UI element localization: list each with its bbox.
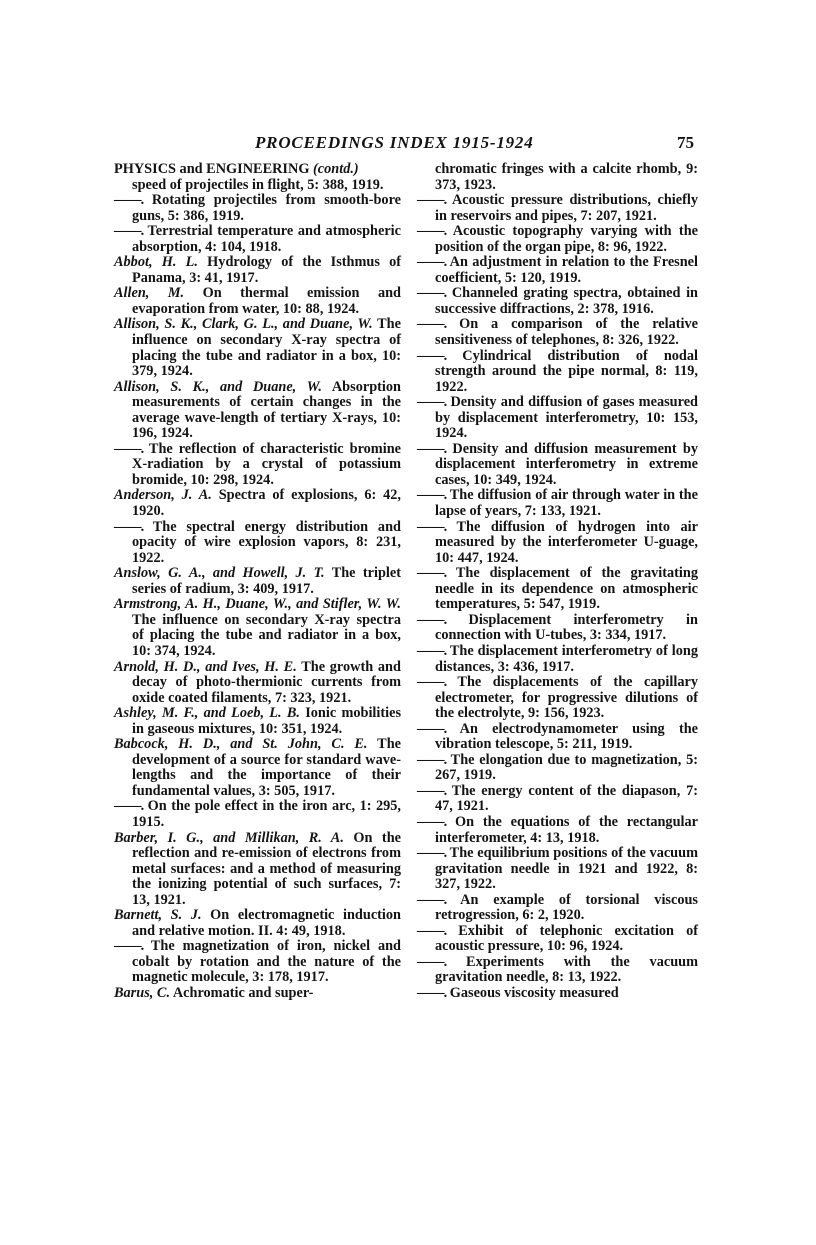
entry-author: ——. bbox=[417, 891, 447, 908]
entry-text: chromatic fringes with a calcite rhomb, 9: 373, 1923. bbox=[435, 161, 698, 193]
entry-author: Ashley, M. F., and Loeb, L. B. bbox=[114, 705, 300, 722]
entry-author: ——. bbox=[417, 440, 447, 457]
index-entry bbox=[417, 722, 698, 753]
entry-text: Exhibit of telephonic excitation of acoustic pressure, 10: 96, 1924. bbox=[435, 922, 698, 955]
index-entry bbox=[417, 784, 698, 815]
index-entry bbox=[114, 566, 401, 597]
entry-text: Acoustic pressure distributions, chiefly in reservoirs and pipes, 7: 207, 1921. bbox=[435, 192, 698, 224]
entry-author: ——. bbox=[417, 223, 447, 240]
index-entry bbox=[417, 644, 698, 675]
page-number: 75 bbox=[677, 133, 694, 152]
entry-text: The influence on secondary X-ray spectra of placing the tube and radiator in a box, 10: 379, 1924. bbox=[132, 316, 401, 380]
right-column bbox=[417, 162, 698, 1002]
entry-author: ——. bbox=[417, 285, 447, 302]
entry-text: The spectral energy distribution and opacity of wire explosion vapors, 8: 231, 1922. bbox=[132, 518, 401, 566]
entry-author: ——. bbox=[417, 922, 447, 939]
index-entry bbox=[114, 737, 401, 799]
entry-text: Experiments with the vacuum gravitation needle, 8: 13, 1922. bbox=[435, 953, 698, 986]
index-entry bbox=[114, 224, 401, 255]
index-entry bbox=[417, 924, 698, 955]
entry-text: The diffusion of hydrogen into air measured by the interferometer U-guage, 10: 447, 1924. bbox=[435, 518, 698, 566]
section-heading-contd: (contd.) bbox=[313, 161, 359, 177]
entry-author: Abbot, H. L. bbox=[114, 254, 198, 271]
entry-author: Babcock, H. D., and St. John, C. E. bbox=[114, 736, 368, 753]
index-entry bbox=[417, 815, 698, 846]
index-entry bbox=[114, 939, 401, 986]
entry-text: Gaseous viscosity measured bbox=[449, 984, 619, 1001]
index-entry bbox=[417, 488, 698, 519]
entry-text: On the equations of the rectangular interferometer, 4: 13, 1918. bbox=[435, 813, 699, 846]
index-entry bbox=[417, 255, 698, 286]
index-entry bbox=[417, 955, 698, 986]
entry-author: ——. bbox=[417, 720, 447, 737]
entry-text: An adjustment in relation to the Fresnel coefficient, 5: 120, 1919. bbox=[435, 254, 698, 286]
section-heading-title: PHYSICS and ENGINEERING bbox=[114, 161, 310, 177]
entry-author: ——. bbox=[417, 347, 447, 364]
index-entry bbox=[114, 317, 401, 379]
index-entry bbox=[114, 380, 401, 442]
index-entry bbox=[417, 442, 698, 489]
index-entry bbox=[417, 675, 698, 722]
entry-text: Terrestrial temperature and atmospheric absorption, 4: 104, 1918. bbox=[132, 223, 401, 255]
entry-author: ——. bbox=[114, 518, 144, 535]
entry-text: An electrodynamometer using the vibration telescope, 5: 211, 1919. bbox=[435, 720, 698, 753]
entry-text: Achromatic and super- bbox=[172, 984, 314, 1001]
entry-text: The equilibrium positions of the vacuum gravitation needle in 1921 and 1922, 8: 327, 1922. bbox=[435, 845, 698, 893]
entry-text: The displacement interferometry of long distances, 3: 436, 1917. bbox=[435, 642, 698, 675]
index-entry bbox=[114, 908, 401, 939]
entry-text: Density and diffusion measurement by displacement interferometry in extreme cases, 10: 349, 1924. bbox=[435, 440, 698, 488]
entry-text: The elongation due to magnetization, 5: 267, 1919. bbox=[435, 751, 698, 784]
entry-author: Anderson, J. A. bbox=[114, 487, 212, 504]
index-entry bbox=[114, 520, 401, 567]
entry-text: On the reflection and re-emission of electrons from metal surfaces: and a method of measuring the ionizing potential of such surfaces, 7: 13, 1921. bbox=[132, 829, 401, 908]
entry-text: Density and diffusion of gases measured by displacement interferometry, 10: 153, 1924. bbox=[435, 394, 698, 442]
entry-text: The influence on secondary X-ray spectra of placing the tube and radiator in a box, 10: 374, 1924. bbox=[132, 611, 401, 659]
entry-author: ——. bbox=[417, 254, 447, 271]
entry-author: Barber, I. G., and Millikan, R. A. bbox=[114, 829, 344, 846]
entry-author: ——. bbox=[114, 223, 144, 240]
left-column bbox=[114, 162, 401, 1002]
page-header bbox=[0, 133, 816, 157]
entry-text: Cylindrical distribution of nodal strength around the pipe normal, 8: 119, 1922. bbox=[435, 347, 698, 395]
index-entry bbox=[114, 442, 401, 489]
entry-author: ——. bbox=[417, 845, 447, 862]
index-entry bbox=[114, 597, 401, 659]
entry-author: ——. bbox=[417, 487, 447, 504]
index-entry bbox=[417, 193, 698, 224]
index-entry bbox=[114, 193, 401, 224]
entry-text: Ionic mobilities in gaseous mixtures, 10: 351, 1924. bbox=[132, 705, 402, 737]
entry-author: Barus, C. bbox=[114, 984, 171, 1001]
index-entry bbox=[114, 706, 401, 737]
entry-text: The diffusion of air through water in the lapse of years, 7: 133, 1921. bbox=[435, 487, 698, 520]
entry-author: Barnett, S. J. bbox=[114, 907, 202, 924]
entry-text: The energy content of the diapason, 7: 47, 1921. bbox=[435, 782, 698, 815]
running-title: PROCEEDINGS INDEX 1915-1924 bbox=[255, 133, 534, 152]
entry-author: ——. bbox=[417, 813, 447, 830]
index-entry bbox=[417, 395, 698, 442]
entry-author: ——. bbox=[114, 798, 144, 815]
entry-author: ——. bbox=[417, 565, 447, 582]
entry-text: On electromagnetic induction and relative motion. II. 4: 49, 1918. bbox=[132, 907, 402, 939]
index-entry bbox=[417, 520, 698, 567]
entry-text: Acoustic topography varying with the position of the organ pipe, 8: 96, 1922. bbox=[435, 223, 698, 255]
entry-author: Allison, S. K., and Duane, W. bbox=[114, 378, 322, 395]
entry-text: The displacements of the capillary electrometer, for progressive dilutions of the electrolyte, 9: 156, 1923. bbox=[435, 674, 698, 722]
entry-text: The growth and decay of photo-thermionic currents from oxide coated filaments, 7: 323, 1921. bbox=[132, 658, 401, 706]
entry-author: Arnold, H. D., and Ives, H. E. bbox=[114, 658, 297, 675]
entry-author: Anslow, G. A., and Howell, J. T. bbox=[114, 565, 325, 582]
index-entry bbox=[417, 317, 698, 348]
entry-text: Hydrology of the Isthmus of Panama, 3: 41, 1917. bbox=[132, 254, 402, 286]
index-entry bbox=[114, 178, 401, 194]
entry-author: ——. bbox=[417, 642, 447, 659]
entry-text: The reflection of characteristic bromine X-radiation by a crystal of potassium bromide, 10: 298, 1924. bbox=[132, 440, 401, 488]
index-entry bbox=[417, 162, 698, 193]
index-entry bbox=[114, 799, 401, 830]
entry-author: ——. bbox=[417, 984, 447, 1001]
index-entry bbox=[114, 986, 401, 1002]
section-heading bbox=[114, 162, 401, 178]
entry-text: Absorption measurements of certain changes in the average wave-length of tertiary X-rays, 10: 196, 1924. bbox=[132, 378, 401, 442]
entry-author: ——. bbox=[417, 611, 447, 628]
index-entry bbox=[114, 831, 401, 909]
entry-text: speed of projectiles in flight, 5: 388, 1919. bbox=[132, 176, 384, 193]
entry-author: ——. bbox=[114, 938, 144, 955]
entry-author: ——. bbox=[417, 394, 447, 411]
entry-author: ——. bbox=[417, 192, 447, 209]
entry-text: The magnetization of iron, nickel and cobalt by rotation and the nature of the magnetic molecule, 3: 178, 1917. bbox=[132, 938, 401, 986]
entry-text: Channeled grating spectra, obtained in successive diffractions, 2: 378, 1916. bbox=[435, 285, 699, 317]
entry-author: ——. bbox=[417, 782, 447, 799]
index-entry bbox=[417, 349, 698, 396]
entry-text: On a comparison of the relative sensitiveness of telephones, 8: 326, 1922. bbox=[435, 316, 699, 349]
entry-text: The development of a source for standard wave-lengths and the importance of their fundamental values, 3: 505, 1917. bbox=[132, 736, 401, 799]
index-entry bbox=[417, 753, 698, 784]
entry-author: Allen, M. bbox=[114, 285, 185, 302]
index-entry bbox=[417, 286, 698, 317]
entry-text: Rotating projectiles from smooth-bore guns, 5: 386, 1919. bbox=[132, 192, 401, 224]
index-entry bbox=[417, 224, 698, 255]
entry-text: The triplet series of radium, 3: 409, 1917. bbox=[132, 565, 401, 597]
index-entry bbox=[114, 660, 401, 707]
entry-author: Armstrong, A. H., Duane, W., and Stifler, W. W. bbox=[114, 596, 401, 613]
entry-author: Allison, S. K., Clark, G. L., and Duane, W. bbox=[114, 316, 373, 333]
entry-text: Displacement interferometry in connection with U-tubes, 3: 334, 1917. bbox=[435, 611, 698, 644]
index-entry bbox=[417, 566, 698, 613]
entry-text: Spectra of explosions, 6: 42, 1920. bbox=[132, 487, 402, 520]
index-entry bbox=[114, 488, 401, 519]
index-entry bbox=[417, 986, 698, 1002]
entry-author: ——. bbox=[417, 674, 447, 691]
entry-text: An example of torsional viscous retrogression, 6: 2, 1920. bbox=[435, 891, 698, 924]
index-entry bbox=[417, 613, 698, 644]
entry-author: ——. bbox=[417, 518, 447, 535]
entry-text: The displacement of the gravitating needle in its dependence on atmospheric temperatures, 5: 547, 1919. bbox=[435, 565, 698, 613]
index-entry bbox=[114, 255, 401, 286]
index-entry bbox=[417, 893, 698, 924]
index-entry bbox=[417, 846, 698, 893]
entry-text: On thermal emission and evaporation from water, 10: 88, 1924. bbox=[132, 285, 401, 317]
entry-author: ——. bbox=[417, 751, 447, 768]
entry-author: ——. bbox=[417, 316, 447, 333]
entry-author: ——. bbox=[114, 440, 144, 457]
index-entry bbox=[114, 286, 401, 317]
entry-text: On the pole effect in the iron arc, 1: 295, 1915. bbox=[132, 798, 402, 830]
entry-author: ——. bbox=[417, 953, 447, 970]
entry-author: ——. bbox=[114, 192, 144, 209]
